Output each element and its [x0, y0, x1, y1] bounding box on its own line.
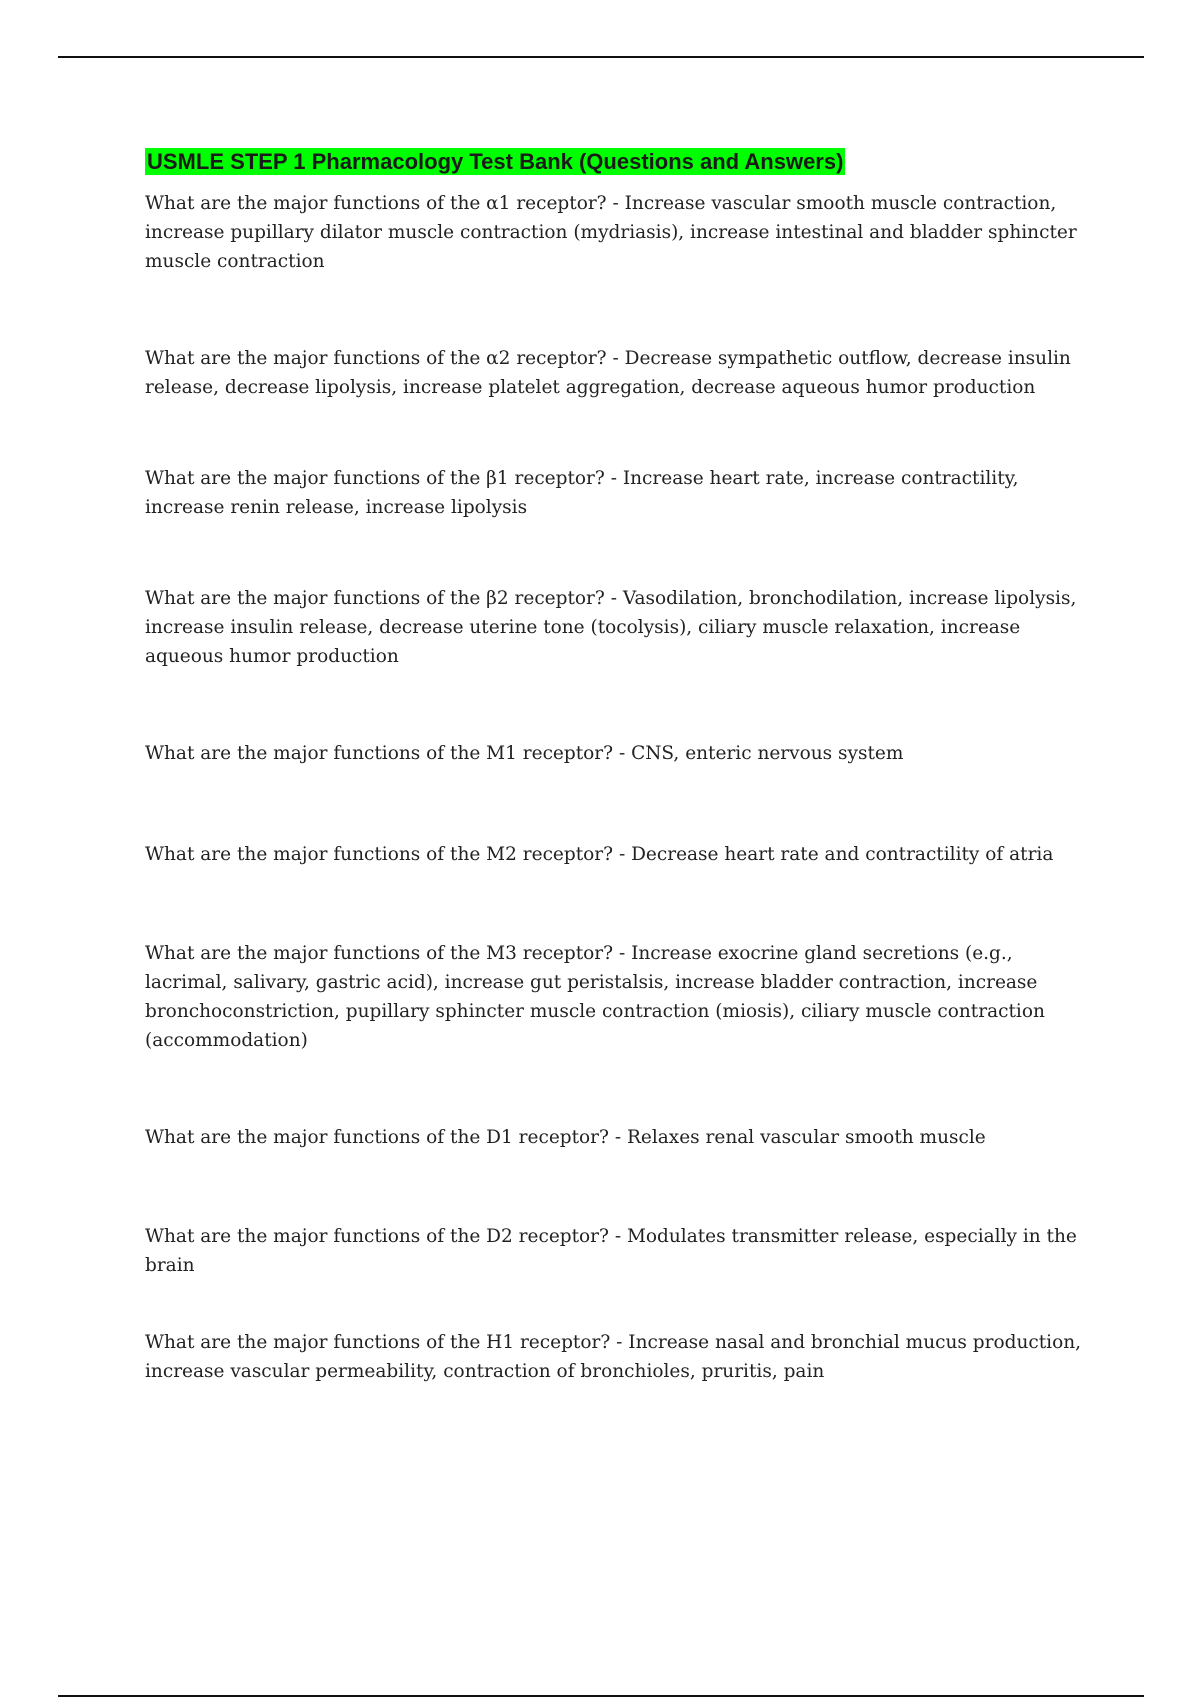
- qa-item-alpha1: [145, 189, 1095, 276]
- top-rule: [58, 56, 1144, 58]
- document-title: USMLE STEP 1 Pharmacology Test Bank (Questions and Answers): [147, 149, 844, 174]
- question-text: What are the major functions of the M3 receptor?: [145, 943, 614, 964]
- qa-separator: -: [604, 588, 623, 609]
- question-text: What are the major functions of the α2 receptor?: [145, 348, 607, 369]
- document-body: [145, 148, 1095, 1386]
- question-text: What are the major functions of the α1 receptor?: [145, 193, 607, 214]
- qa-item-beta1: [145, 464, 1095, 522]
- answer-text: Increase vascular smooth muscle contraction, increase pupillary dilator muscle contraction (mydriasis), increase intestinal and bladder sphincter muscle contraction: [145, 193, 1077, 272]
- bottom-rule: [58, 1695, 1144, 1697]
- qa-item-beta2: [145, 584, 1095, 671]
- question-text: What are the major functions of the β2 receptor?: [145, 588, 605, 609]
- qa-separator: -: [606, 193, 625, 214]
- qa-separator: -: [608, 1127, 627, 1148]
- question-text: What are the major functions of the β1 receptor?: [145, 468, 605, 489]
- question-text: What are the major functions of the H1 receptor?: [145, 1332, 611, 1353]
- question-text: What are the major functions of the D1 receptor?: [145, 1127, 609, 1148]
- answer-text: Modulates transmitter release, especially in the brain: [145, 1226, 1077, 1276]
- qa-separator: -: [613, 943, 632, 964]
- qa-separator: -: [613, 743, 632, 764]
- qa-separator: -: [608, 1226, 627, 1247]
- qa-item-m2: [145, 840, 1095, 869]
- answer-text: Increase heart rate, increase contractility, increase renin release, increase lipolysis: [145, 468, 1019, 518]
- qa-item-alpha2: [145, 344, 1095, 402]
- qa-separator: -: [610, 1332, 629, 1353]
- answer-text: Relaxes renal vascular smooth muscle: [626, 1127, 986, 1148]
- answer-text: Increase nasal and bronchial mucus production, increase vascular permeability, contraction of bronchioles, pruritis, pain: [145, 1332, 1082, 1382]
- qa-item-d2: [145, 1222, 1095, 1280]
- answer-text: Decrease sympathetic outflow, decrease insulin release, decrease lipolysis, increase platelet aggregation, decrease aqueous humor production: [145, 348, 1071, 398]
- qa-item-d1: [145, 1123, 1095, 1152]
- answer-text: Increase exocrine gland secretions (e.g., lacrimal, salivary, gastric acid), increase gut peristalsis, increase bladder contraction, increase bronchoconstriction, pupillary sphincter muscle contraction (miosis), ciliary muscle contraction (accommodation): [145, 943, 1045, 1051]
- question-text: What are the major functions of the M1 receptor?: [145, 743, 614, 764]
- qa-separator: -: [604, 468, 623, 489]
- qa-item-m1: [145, 739, 1095, 768]
- answer-text: Vasodilation, bronchodilation, increase lipolysis, increase insulin release, decrease uterine tone (tocolysis), ciliary muscle relaxation, increase aqueous humor production: [145, 588, 1077, 667]
- qa-item-h1: [145, 1328, 1095, 1386]
- question-text: What are the major functions of the M2 receptor?: [145, 844, 614, 865]
- answer-text: Decrease heart rate and contractility of atria: [631, 844, 1054, 865]
- question-text: What are the major functions of the D2 receptor?: [145, 1226, 609, 1247]
- qa-item-m3: [145, 939, 1095, 1055]
- answer-text: CNS, enteric nervous system: [631, 743, 904, 764]
- qa-separator: -: [613, 844, 632, 865]
- qa-separator: -: [606, 348, 625, 369]
